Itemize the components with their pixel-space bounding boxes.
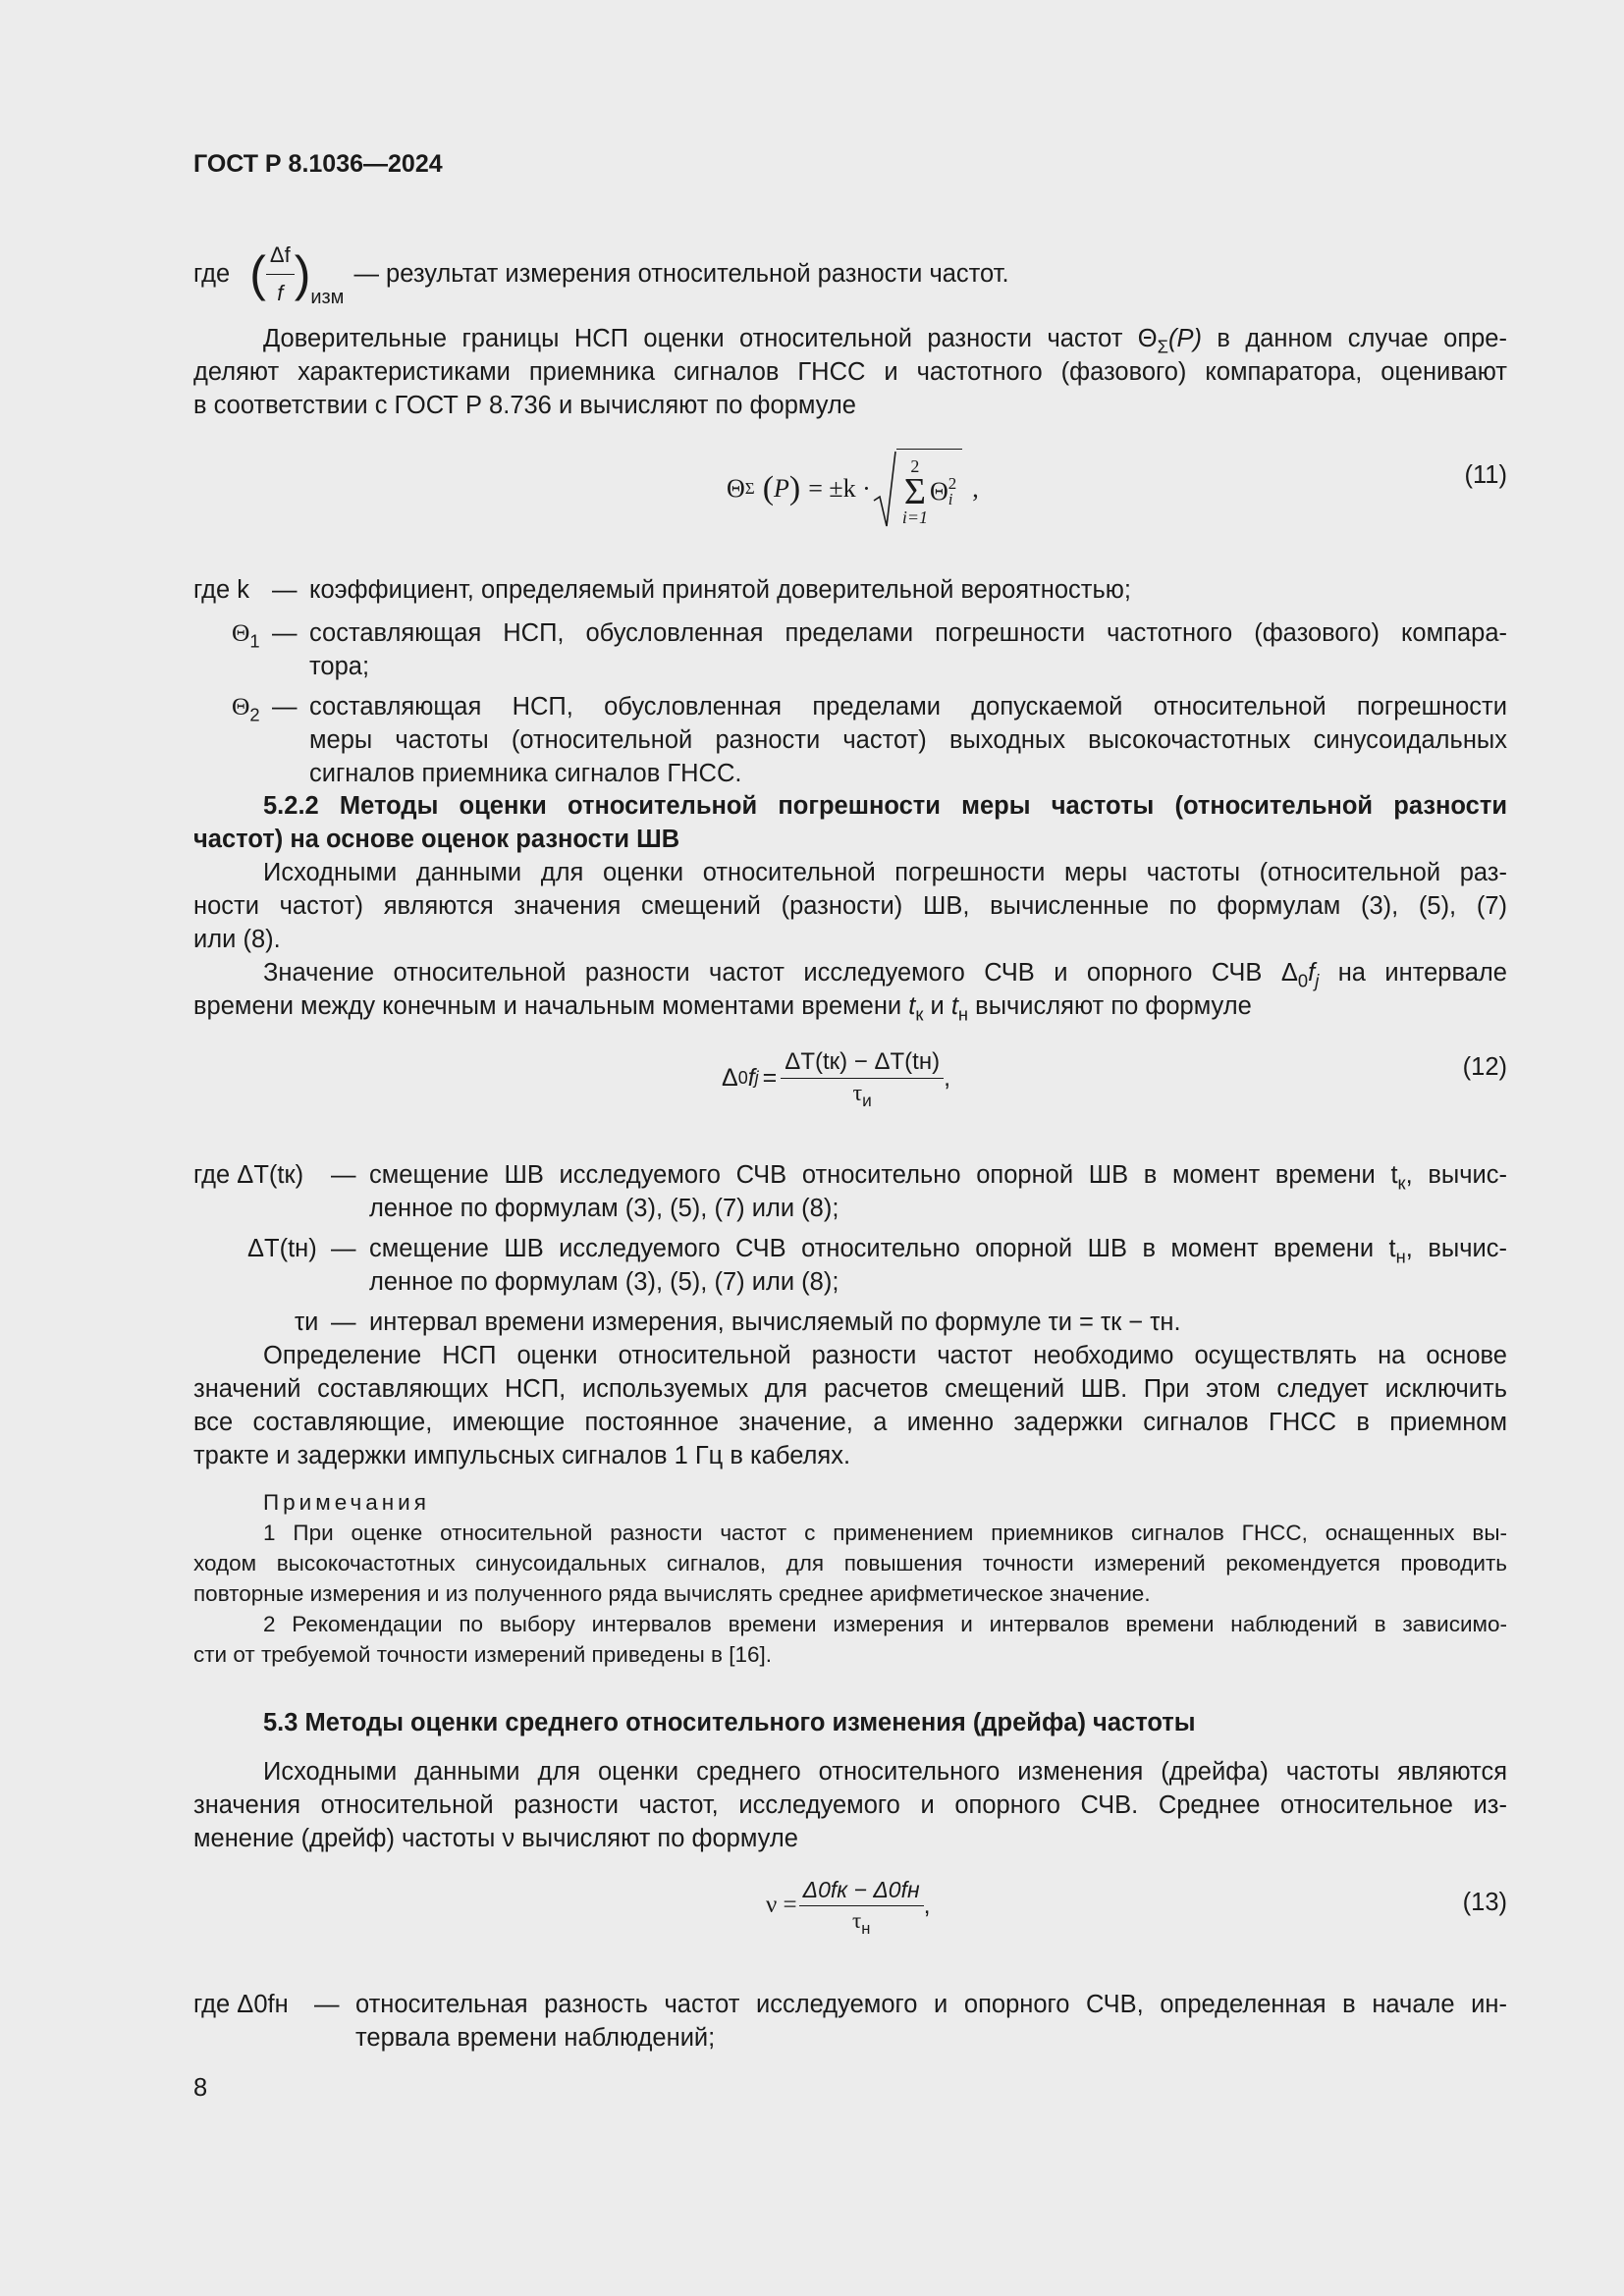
def-k-dash: — <box>272 576 298 604</box>
def-theta1-line2: тора; <box>309 653 370 680</box>
def-d0fn-dash: — <box>314 1991 340 2018</box>
page-number: 8 <box>193 2074 208 2102</box>
intro-frac-den: f <box>277 280 284 305</box>
note2-line1: 2 Рекомендации по выбору интервалов времени измерения и интервалов времени наблюдений в зависимо- <box>263 1612 1507 1636</box>
para5-line3: менение (дрейф) частоты ν вычисляют по формуле <box>193 1825 798 1852</box>
def-dtk-line2: ленное по формулам (3), (5), (7) или (8); <box>369 1195 839 1222</box>
def-d0fn-symbol: где Δ0fн <box>193 1991 289 2018</box>
para5-line2: значения относительной разности частот, исследуемого и опорного СЧВ. Среднее относительное из- <box>193 1791 1507 1819</box>
def-tau-symbol: τи <box>295 1308 319 1336</box>
intro-text: — результат измерения относительной разности частот. <box>353 260 1009 288</box>
equation-13: ν = $\frac{\Delta 0fк - \Delta 0fн}{\tau_н}$ , <box>766 1877 931 1938</box>
intro-frac-sub: изм <box>310 287 345 308</box>
para2-line1: Исходными данными для оценки относительной погрешности меры частоты (относительной раз- <box>263 859 1507 886</box>
equation-12: Δ 0 f j = $\frac{\Delta T(tк) - \Delta T(tн)}{\tau_и}$ , <box>722 1048 951 1111</box>
para4-line1: Определение НСП оценки относительной разности частот необходимо осуществлять на основе <box>263 1342 1507 1369</box>
def-theta2-dash: — <box>272 693 298 721</box>
para1-line3: в соответствии с ГОСТ Р 8.736 и вычисляют по формуле <box>193 392 856 419</box>
para1-line1: Доверительные границы НСП оценки относительной разности частот $\Theta_\Sigma(P)$ в данном случае опре- <box>263 325 1507 357</box>
equation-11-number: (11) <box>1464 461 1507 489</box>
para3-line1: Значение относительной разности частот исследуемого СЧВ и опорного СЧВ $\Delta_0f_j$ на интервале <box>263 959 1507 991</box>
def-theta2-symbol: $\Theta_2$ <box>232 692 260 725</box>
def-dtn-line2: ленное по формулам (3), (5), (7) или (8); <box>369 1268 839 1296</box>
equation-12-number: (12) <box>1462 1053 1507 1081</box>
eq12-denominator: $\tau_и$ <box>852 1081 872 1111</box>
section-522-heading-line1: 5.2.2 Методы оценки относительной погрешности меры частоты (относительной разности <box>263 792 1507 820</box>
note2-line2: сти от требуемой точности измерений приведены в [16]. <box>193 1642 773 1667</box>
def-theta2-line1: составляющая НСП, обусловленная пределами допускаемой относительной погрешности <box>309 693 1507 721</box>
section-53-heading: 5.3 Методы оценки среднего относительного изменения (дрейфа) частоты <box>263 1709 1196 1736</box>
def-tau-dash: — <box>331 1308 356 1336</box>
note1-line1: 1 При оценке относительной разности частот с применением приемников сигналов ГНСС, оснащенных вы- <box>263 1521 1507 1545</box>
notes-title: Примечания <box>263 1490 430 1515</box>
def-dtk-line1: смещение ШВ исследуемого СЧВ относительно опорной ШВ в момент времени $t_к$, вычис- <box>369 1161 1507 1194</box>
para4-line4: тракте и задержки импульсных сигналов 1 Гц в кабелях. <box>193 1442 851 1469</box>
eq12-fraction <box>781 1048 944 1111</box>
note1-line3: повторные измерения и из полученного ряда вычислять среднее арифметическое значение. <box>193 1581 1151 1606</box>
intro-line: где ( $\frac{\Delta f}{f}$ ) изм — результат измерения относительной разности частот. <box>193 240 1009 308</box>
sqrt-symbol <box>873 450 896 528</box>
def-dtk-dash: — <box>331 1161 356 1189</box>
para2-line3: или (8). <box>193 926 281 953</box>
def-theta1-dash: — <box>272 619 298 647</box>
def-d0fn-line1: относительная разность частот исследуемого и опорного СЧВ, определенная в начале ин- <box>355 1991 1507 2018</box>
def-k-text: коэффициент, определяемый принятой доверительной вероятностью; <box>309 576 1131 604</box>
para2-line2: ности частот) являются значения смещений (разности) ШВ, вычисленные по формулам (3), (5), (7) <box>193 892 1507 920</box>
intro-where: где <box>193 260 231 288</box>
def-theta2-line2: меры частоты (относительной разности частот) выходных высокочастотных синусоидальных <box>309 726 1507 754</box>
def-theta2-line3: сигналов приемника сигналов ГНСС. <box>309 760 742 787</box>
equation-13-number: (13) <box>1462 1889 1507 1916</box>
def-tau-text: интервал времени измерения, вычисляемый по формуле τи = τк − τн. <box>369 1308 1181 1336</box>
para1-line2: деляют характеристиками приемника сигналов ГНСС и частотного (фазового) компаратора, оценивают <box>193 358 1507 386</box>
def-dtn-line1: смещение ШВ исследуемого СЧВ относительно опорной ШВ в момент времени $t_н$, вычис- <box>369 1235 1507 1267</box>
sqrt-content: 2 Σ i=1 Θ 2 i <box>896 449 962 526</box>
para4-line2: значений составляющих НСП, используемых для расчетов смещений ШВ. При этом следует исключить <box>193 1375 1507 1403</box>
para3-line2: времени между конечным и начальным моментами времени $t_к$ и $t_н$ вычисляют по формуле <box>193 992 1252 1025</box>
note1-line2: ходом высокочастотных синусоидальных сигналов, для повышения точности измерений рекомендуется проводить <box>193 1551 1507 1575</box>
eq13-fraction <box>799 1877 924 1938</box>
document-header: ГОСТ Р 8.1036—2024 <box>193 150 443 178</box>
def-dtn-dash: — <box>331 1235 356 1262</box>
intro-frac-num: Δf <box>266 239 295 275</box>
def-dtk-symbol: где ΔT(tк) <box>193 1161 304 1189</box>
def-k-symbol: где k <box>193 576 250 604</box>
para4-line3: все составляющие, имеющие постоянное значение, а именно задержки сигналов ГНСС в приемном <box>193 1409 1507 1436</box>
eq12-numerator: ΔT(tк) − ΔT(tн) <box>781 1048 944 1079</box>
def-d0fn-line2: тервала времени наблюдений; <box>355 2024 716 2052</box>
def-theta1-line1: составляющая НСП, обусловленная пределами погрешности частотного (фазового) компара- <box>309 619 1507 647</box>
eq13-denominator: $\tau_н$ <box>851 1908 871 1938</box>
def-dtn-symbol: ΔT(tн) <box>247 1235 317 1262</box>
intro-fraction <box>266 239 295 310</box>
def-theta1-symbol: $\Theta_1$ <box>232 618 260 652</box>
para5-line1: Исходными данными для оценки среднего относительного изменения (дрейфа) частоты являются <box>263 1758 1507 1786</box>
eq13-numerator: Δ0fк − Δ0fн <box>799 1877 924 1906</box>
equation-11: Θ Σ ( P ) = ±k · 2 Σ i=1 Θ 2 i , <box>727 440 979 538</box>
section-522-heading-line2: частот) на основе оценок разности ШВ <box>193 826 680 853</box>
